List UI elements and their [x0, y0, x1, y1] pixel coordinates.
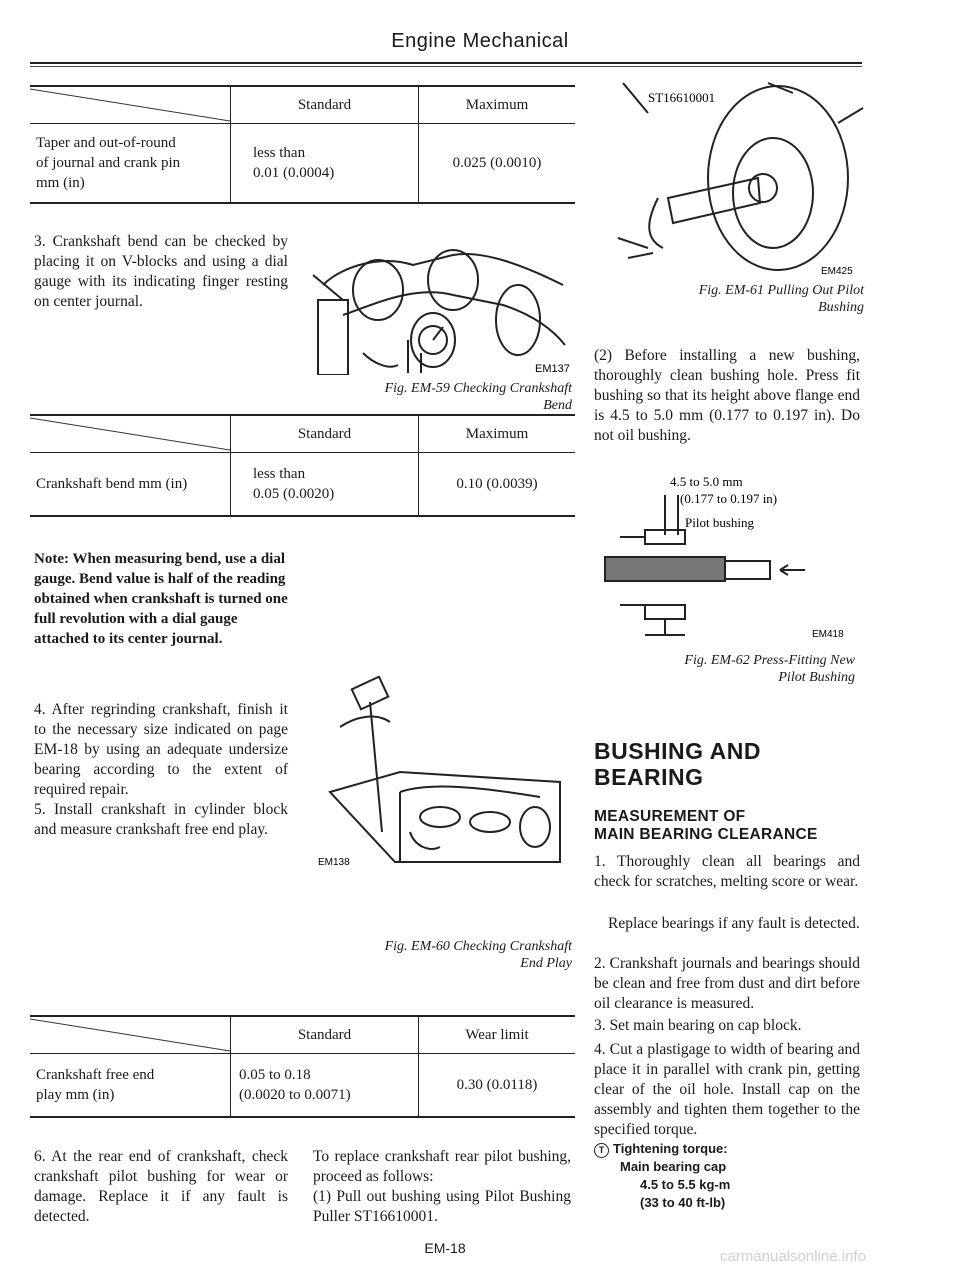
paragraph-step-6: 6. At the rear end of crankshaft, check crankshaft pilot bushing for wear or damage. Replace it if any fault is detected.	[34, 1148, 288, 1225]
crankshaft-end-play-illustration	[310, 672, 578, 870]
step-4: 4. Cut a plastigage to width of bearing and place it in parallel with crank pin, getting clear of the oil hole. Install cap on the assembly and tighten them together to the specified torque.	[594, 1041, 860, 1138]
fig-62-label: Pilot bushing	[685, 515, 754, 530]
maximum-value: 0.025 (0.0010)	[419, 124, 576, 204]
col-maximum: Maximum	[419, 415, 576, 453]
standard-value: 0.05 to 0.18 (0.0020 to 0.0071)	[231, 1054, 419, 1118]
step-3: 3. Set main bearing on cap block.	[594, 1017, 802, 1034]
taper-spec-table	[30, 85, 575, 204]
paragraph-step-4: 4. After regrinding crankshaft, finish it to the necessary size indicated on page EM-18 by using an adequate undersize bearing according to the extent of required repair.	[34, 701, 288, 798]
torque-icon: T	[594, 1143, 609, 1158]
page-number: EM-18	[424, 1240, 466, 1256]
col-standard: Standard	[231, 86, 419, 124]
fig-61-code: EM425	[821, 266, 853, 277]
bend-spec-table	[30, 414, 575, 517]
step-1-replace: Replace bearings if any fault is detected.	[608, 915, 860, 932]
press-fitting-illustration	[600, 475, 862, 645]
row-label: Crankshaft bend mm (in)	[30, 453, 231, 517]
fig-62-dimension-in: (0.177 to 0.197 in)	[680, 491, 778, 506]
paragraph-replace-bushing: To replace crankshaft rear pilot bushing, proceed as follows:	[313, 1148, 571, 1185]
note-bend-measurement: Note: When measuring bend, use a dial gauge. Bend value is half of the reading obtained when crankshaft is turned one full revolution with a dial gauge attached to its center journal.	[34, 551, 288, 647]
page-header: Engine Mechanical	[391, 30, 569, 52]
wear-limit-value: 0.30 (0.0118)	[419, 1054, 576, 1118]
fig-59-caption: Fig. EM-59 Checking Crankshaft Bend	[384, 381, 572, 413]
table-corner	[30, 415, 231, 453]
step-2: 2. Crankshaft journals and bearings should be clean and free from dust and dirt before oil clearance is measured.	[594, 955, 860, 1012]
header-rule	[30, 62, 862, 64]
torque-value-metric: 4.5 to 5.5 kg-m	[640, 1177, 731, 1192]
col-wear-limit: Wear limit	[419, 1016, 576, 1054]
standard-value: less than 0.01 (0.0004)	[231, 124, 419, 204]
standard-value: less than 0.05 (0.0020)	[231, 453, 419, 517]
torque-value-imperial: (33 to 40 ft-lb)	[640, 1195, 726, 1210]
step-1: 1. Thoroughly clean all bearings and check for scratches, melting score or wear.	[594, 853, 860, 890]
crankshaft-bend-illustration	[303, 245, 573, 375]
col-maximum: Maximum	[419, 86, 576, 124]
col-standard: Standard	[231, 1016, 419, 1054]
paragraph-step-5: 5. Install crankshaft in cylinder block and measure crankshaft free end play.	[34, 801, 288, 838]
table-corner	[30, 1016, 231, 1054]
torque-item: Main bearing cap	[620, 1159, 727, 1174]
pilot-bushing-puller-illustration	[588, 78, 870, 283]
section-title: BUSHING AND BEARING	[594, 738, 761, 790]
fig-61-tool-number: ST16610001	[648, 90, 716, 105]
paragraph-pull-bushing: (1) Pull out bushing using Pilot Bushing Puller ST16610001.	[313, 1188, 571, 1225]
header-rule-thin	[30, 66, 862, 67]
fig-59-code: EM137	[535, 363, 570, 375]
paragraph-step-3: 3. Crankshaft bend can be checked by placing it on V-blocks and using a dial gauge with its indicating finger resting on center journal.	[34, 233, 288, 310]
fig-60-caption: Fig. EM-60 Checking Crankshaft End Play	[384, 939, 572, 971]
fig-62-dimension-mm: 4.5 to 5.0 mm	[670, 475, 743, 489]
fig-60-code: EM138	[318, 857, 350, 868]
watermark: carmanualsonline.info	[720, 1248, 866, 1265]
maximum-value: 0.10 (0.0039)	[419, 453, 576, 517]
fig-62-caption: Fig. EM-62 Press-Fitting New Pilot Bushing	[684, 653, 855, 685]
paragraph-install-bushing: (2) Before installing a new bushing, thoroughly clean bushing hole. Press fit bushing so that its height above flange end is 4.5 to 5.0 mm (0.177 to 0.197 in). Do not oil bushing.	[594, 347, 860, 444]
table-corner	[30, 86, 231, 124]
row-label: Crankshaft free end play mm (in)	[30, 1054, 231, 1118]
row-label: Taper and out-of-round of journal and crank pin mm (in)	[30, 124, 231, 204]
subsection-title: MEASUREMENT OF MAIN BEARING CLEARANCE	[594, 808, 818, 843]
fig-61-caption: Fig. EM-61 Pulling Out Pilot Bushing	[698, 283, 864, 315]
torque-spec: T Tightening torque: Main bearing cap 4.5 to 5.5 kg-m (33 to 40 ft-lb)	[594, 1140, 860, 1212]
col-standard: Standard	[231, 415, 419, 453]
fig-62-code: EM418	[812, 629, 844, 640]
end-play-spec-table	[30, 1015, 575, 1118]
